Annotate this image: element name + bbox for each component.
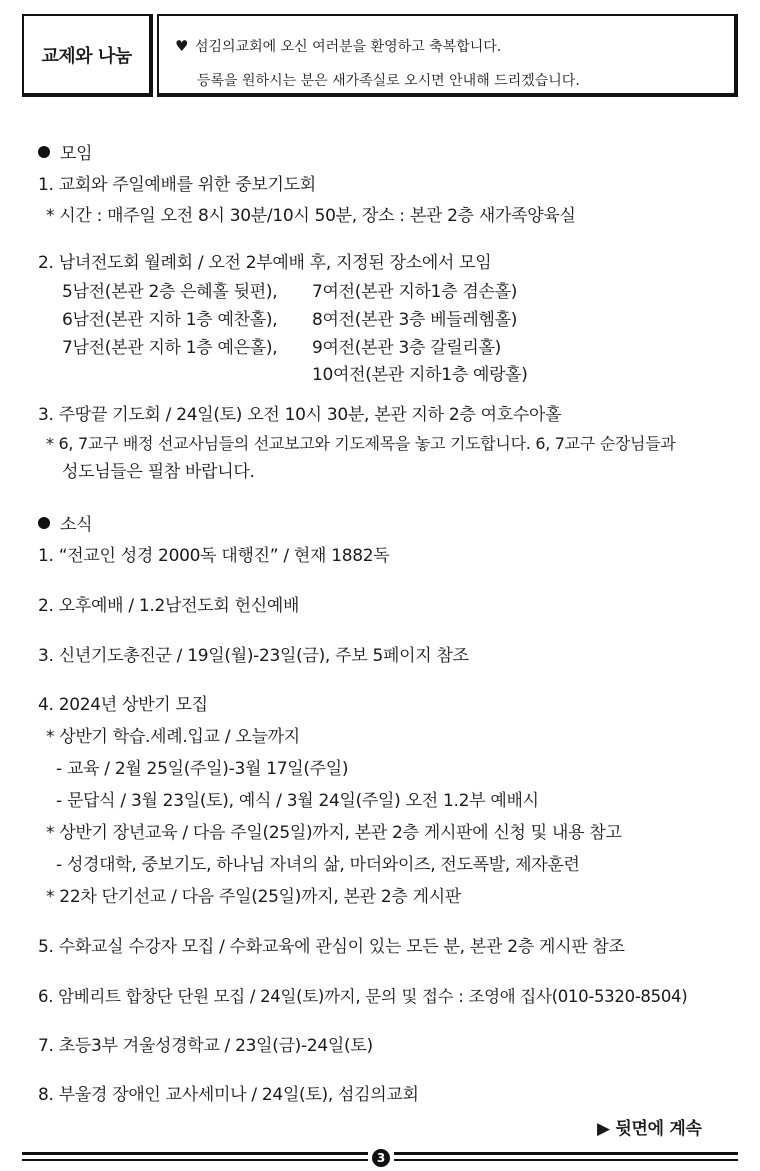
news-heading <box>38 514 92 536</box>
meeting-line: 7남전(본관 지하 1층 예은홀), <box>62 338 278 358</box>
section-title: 교제와 나눔 <box>22 14 153 97</box>
meeting-line: 5남전(본관 2층 은혜홀 뒷편), <box>62 282 278 302</box>
meeting-line: 8여전(본관 3층 베들레헴홀) <box>312 310 518 330</box>
footer-line-left <box>22 1152 368 1155</box>
news-line: 6. 암베리트 합창단 단원 모집 / 24일(토)까지, 문의 및 접수 : 조영애 집사(010-5320-8504) <box>38 987 688 1006</box>
footer-rule <box>22 1151 738 1163</box>
bullet-icon <box>38 517 50 529</box>
news-line: 3. 신년기도총진군 / 19일(월)-23일(금), 주보 5페이지 참조 <box>38 646 469 666</box>
meetings-heading-text: 모임 <box>60 144 93 164</box>
news-line: - 성경대학, 중보기도, 하나님 자녀의 삶, 마더와이즈, 전도폭발, 제자훈련 <box>56 855 580 875</box>
news-line: - 문답식 / 3월 23일(토), 예식 / 3월 24일(주일) 오전 1.2부 예배시 <box>56 791 539 811</box>
news-line: - 교육 / 2월 25일(주일)-3월 17일(주일) <box>56 759 349 779</box>
news-line: 5. 수화교실 수강자 모집 / 수화교육에 관심이 있는 모든 분, 본관 2층 게시판 참조 <box>38 937 625 957</box>
meetings-heading <box>38 143 92 165</box>
footer-line-left-2 <box>22 1159 368 1161</box>
bullet-icon <box>38 146 50 158</box>
news-heading-text: 소식 <box>60 515 93 535</box>
meeting-line: 3. 주땅끝 기도회 / 24일(토) 오전 10시 30분, 본관 지하 2층 여호수아홀 <box>38 405 562 425</box>
meeting-line: 1. 교회와 주일예배를 위한 중보기도회 <box>38 175 316 195</box>
continued-note: ▶ 뒷면에 계속 <box>597 1119 702 1139</box>
footer-line-right-2 <box>394 1159 738 1161</box>
news-line: * 상반기 장년교육 / 다음 주일(25일)까지, 본관 2층 게시판에 신청 및 내용 참고 <box>46 823 622 843</box>
news-line: 1. “전교인 성경 2000독 대행진” / 현재 1882독 <box>38 546 390 566</box>
page-number: 3 <box>372 1149 390 1167</box>
meeting-line: 6남전(본관 지하 1층 예찬홀), <box>62 310 278 330</box>
meeting-line: 9여전(본관 3층 갈릴리홀) <box>312 338 502 358</box>
welcome-line-2: 등록을 원하시는 분은 새가족실로 오시면 안내해 드리겠습니다. <box>197 73 580 89</box>
meeting-line: 성도님들은 필참 바랍니다. <box>62 462 255 482</box>
news-line: 4. 2024년 상반기 모집 <box>38 695 208 715</box>
heart-icon: ♥ <box>175 37 189 55</box>
meeting-line: * 6, 7교구 배정 선교사님들의 선교보고와 기도제목을 놓고 기도합니다. 6, 7교구 순장님들과 <box>46 434 676 453</box>
footer-line-right <box>394 1152 738 1155</box>
news-line: * 22차 단기선교 / 다음 주일(25일)까지, 본관 2층 게시판 <box>46 887 462 907</box>
news-line: 8. 부울경 장애인 교사세미나 / 24일(토), 섬김의교회 <box>38 1085 419 1105</box>
news-line: * 상반기 학습.세례.입교 / 오늘까지 <box>46 727 300 747</box>
meeting-line: 10여전(본관 지하1층 예랑홀) <box>312 365 528 385</box>
news-line: 2. 오후예배 / 1.2남전도회 헌신예배 <box>38 596 300 616</box>
meeting-line: 2. 남녀전도회 월례회 / 오전 2부예배 후, 지정된 장소에서 모임 <box>38 253 492 273</box>
welcome-text-1: 섬김의교회에 오신 여러분을 환영하고 축복합니다. <box>195 39 502 55</box>
news-line: 7. 초등3부 겨울성경학교 / 23일(금)-24일(토) <box>38 1036 373 1056</box>
meeting-line: 7여전(본관 지하1층 겸손홀) <box>312 282 518 302</box>
meeting-line: * 시간 : 매주일 오전 8시 30분/10시 50분, 장소 : 본관 2층 새가족양육실 <box>46 206 576 226</box>
